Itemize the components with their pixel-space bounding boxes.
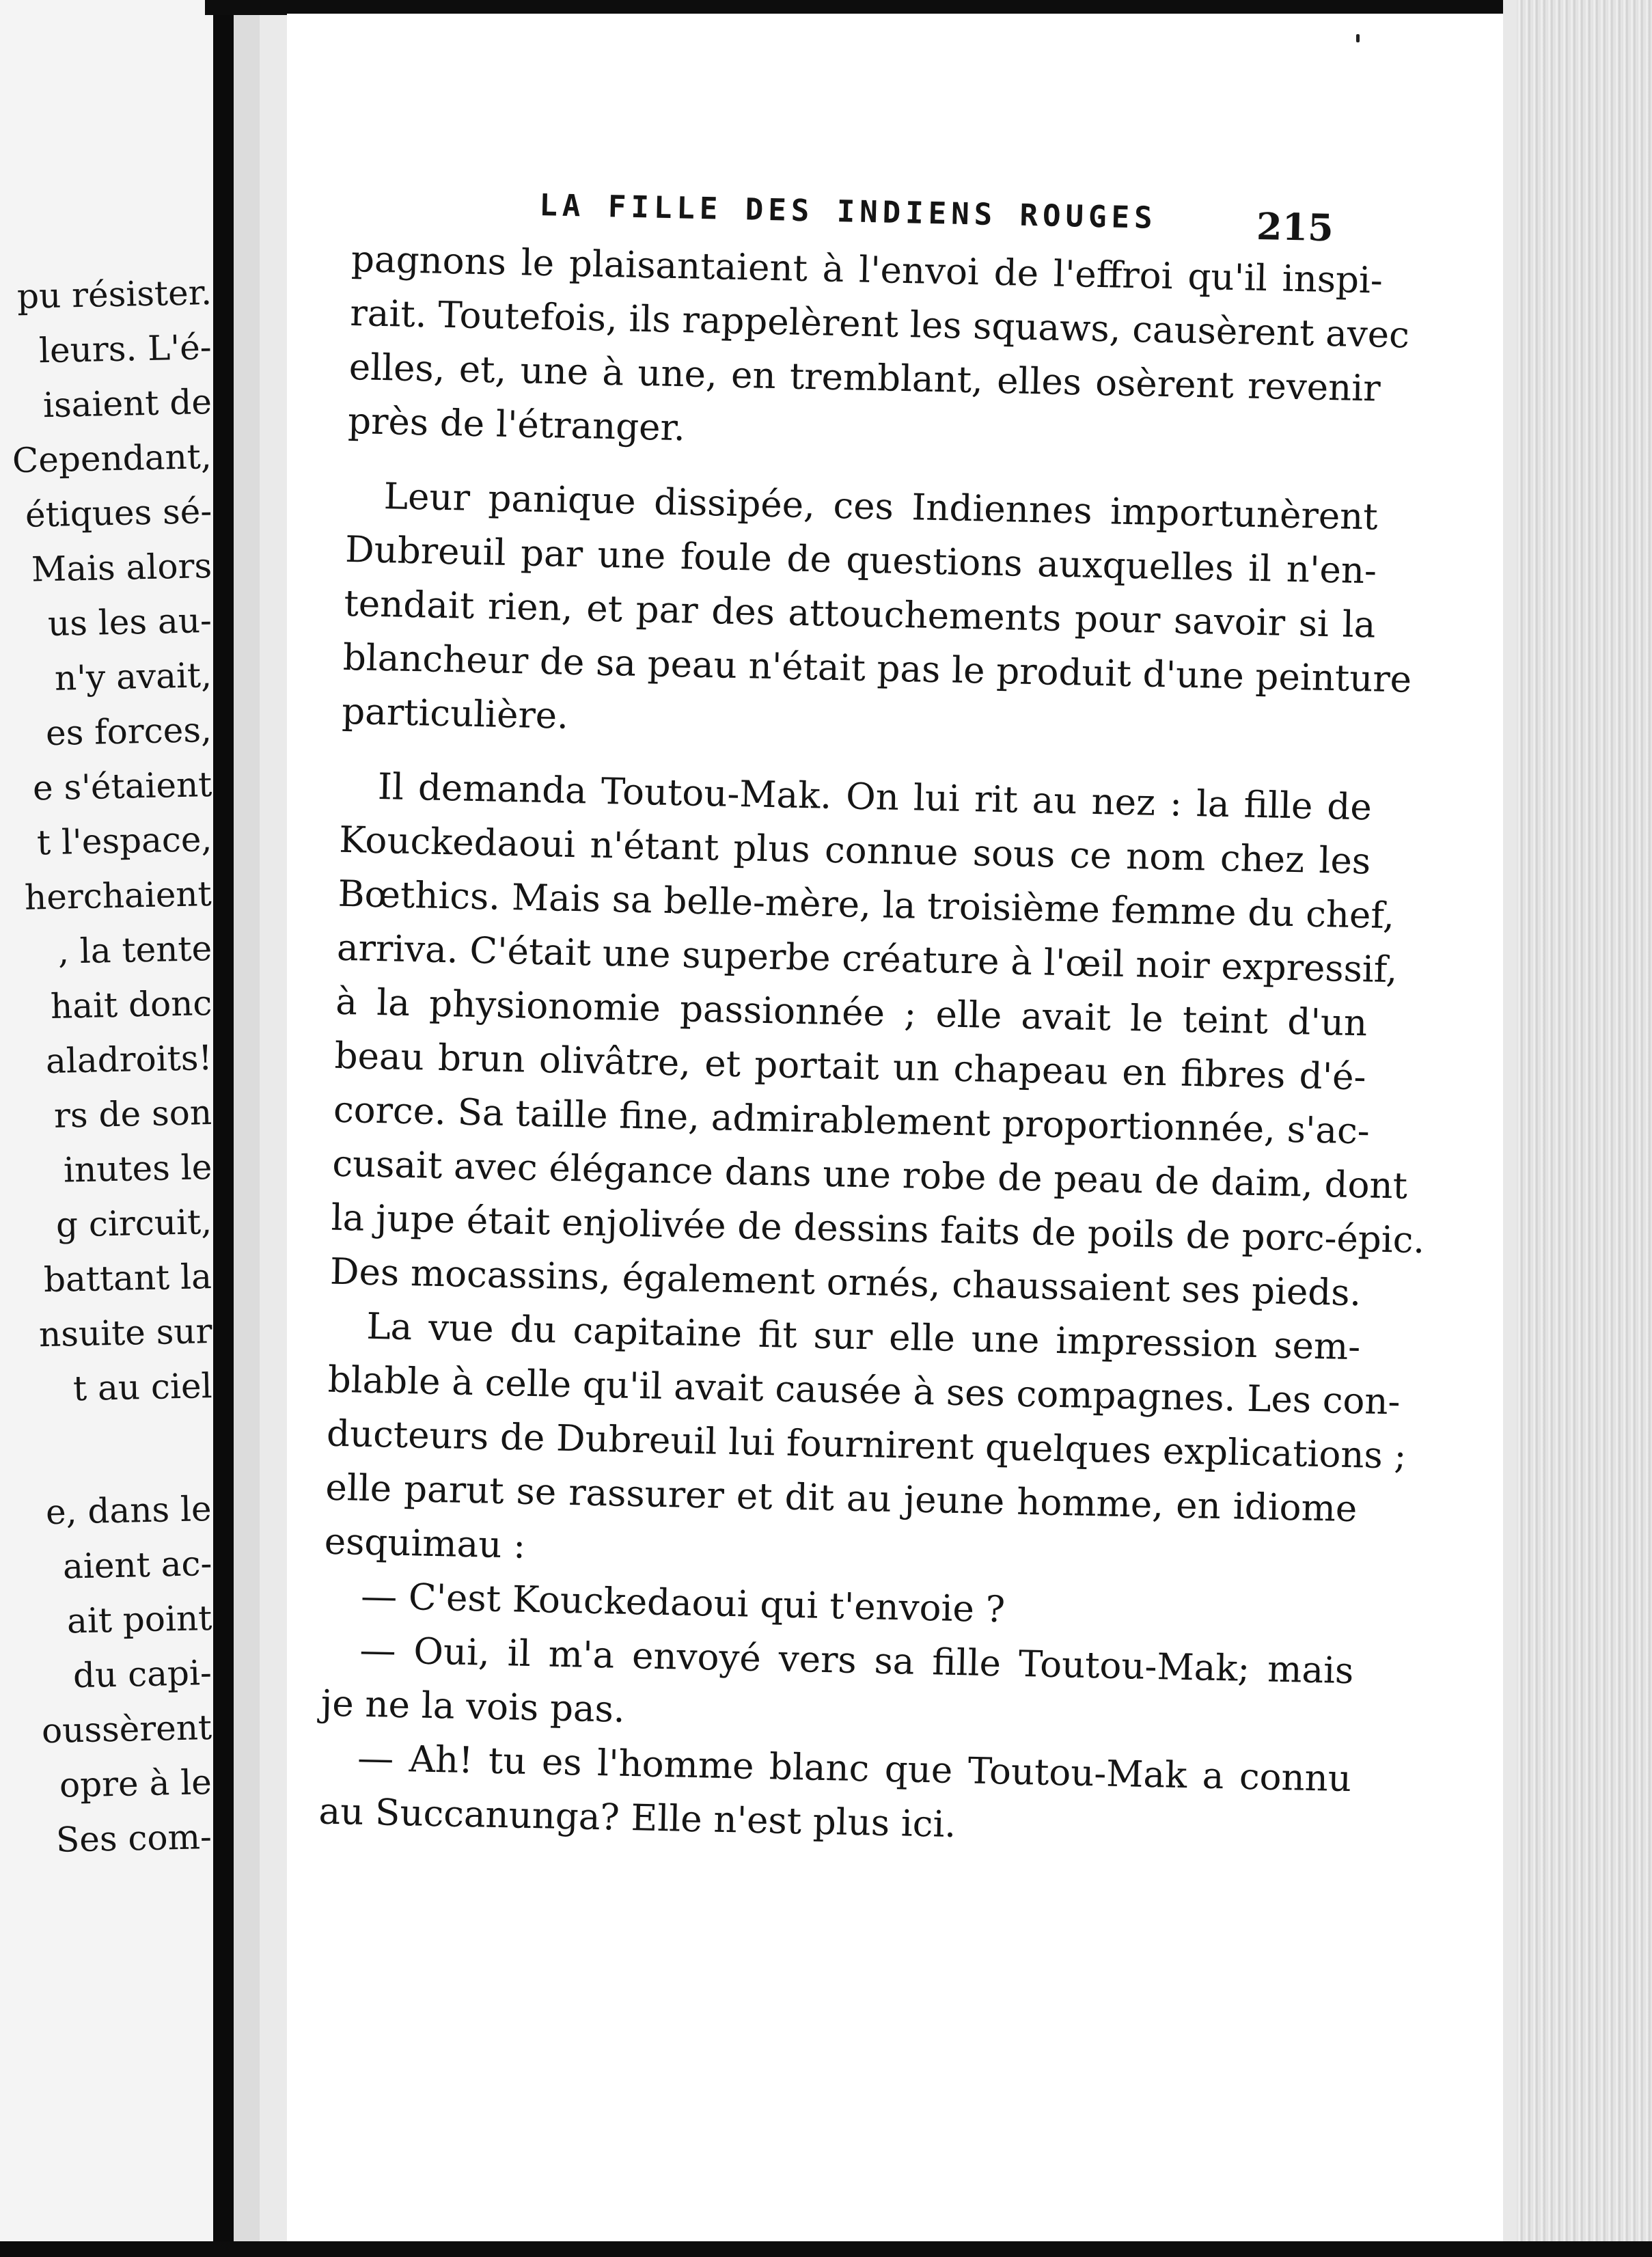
text-line: à la physionomie passionnée ; elle avait le teint d'un (335, 981, 1368, 1045)
left-page-line: e s'étaient (32, 765, 212, 808)
text-line: elle parut se rassurer et dit au jeune homme, en idiome (325, 1466, 1358, 1531)
left-facing-page (0, 0, 217, 2257)
text-line: arriva. C'était une superbe créature à l'œil noir expressif, (336, 927, 1398, 991)
ink-speck (1356, 34, 1360, 42)
text-line: au Succanunga? Elle n'est plus ici. (318, 1790, 956, 1846)
left-page-line: pu résister. (16, 273, 212, 316)
text-line: corce. Sa taille fine, admirablement proportionnée, s'ac- (333, 1089, 1371, 1153)
text-line: blable à celle qu'il avait causée à ses compagnes. Les con- (327, 1358, 1401, 1423)
left-page-line: nsuite sur (38, 1311, 212, 1355)
text-line: Bœthics. Mais sa belle-mère, la troisième femme du chef, (338, 873, 1395, 938)
left-page-line: t au ciel (72, 1366, 212, 1409)
page-number: 215 (1256, 204, 1334, 250)
text-line: la jupe était enjolivée de dessins faits de poils de porc-épic. (331, 1196, 1425, 1262)
right-page (287, 14, 1517, 2243)
text-line: blancheur de sa peau n'était pas le produit d'une peinture (342, 636, 1412, 701)
left-page-line: leurs. L'é- (38, 327, 212, 371)
left-page-line: inutes le (63, 1147, 212, 1190)
scan-top-border (205, 0, 1652, 15)
gutter-shadow (260, 0, 287, 2257)
left-page-line: e, dans le (45, 1489, 212, 1533)
left-page-line: n'y avait, (54, 655, 212, 698)
left-page-line: aladroits! (44, 1038, 212, 1082)
book-gutter (213, 0, 234, 2257)
left-page-line: du capi- (72, 1653, 212, 1696)
left-page-line: Ses com- (55, 1817, 212, 1860)
left-page-line: ait point (66, 1598, 212, 1641)
text-line: beau brun olivâtre, et portait un chapeau en fibres d'é- (334, 1035, 1367, 1099)
left-page-line: herchaient (24, 874, 212, 918)
left-page-line: rs de son (53, 1093, 212, 1136)
text-line: rait. Toutefois, ils rappelèrent les squaws, causèrent avec (349, 292, 1410, 357)
left-page-line: oussèrent (41, 1708, 212, 1751)
text-line: cusait avec élégance dans une robe de peau de daim, dont (331, 1143, 1408, 1207)
left-page-line: hait donc (50, 983, 212, 1026)
left-page-line: t l'espace, (36, 819, 212, 863)
left-page-line: étiques sé- (25, 491, 212, 535)
scan-bottom-border (0, 2241, 1652, 2257)
left-page-line: Cependant, (12, 437, 212, 481)
left-page-line: es forces, (45, 710, 212, 754)
stacked-page-edges (1517, 0, 1652, 2257)
text-line: tendait rien, et par des attouchements pour savoir si la (343, 582, 1376, 646)
text-line: pagnons le plaisantaient à l'envoi de l'effroi qu'il inspi- (350, 238, 1383, 302)
left-page-line: , la tente (57, 929, 212, 972)
running-title: LA FILLE DES INDIENS ROUGES (538, 188, 1158, 236)
left-page-line: g circuit, (55, 1202, 212, 1245)
running-head (538, 188, 1524, 250)
left-page-line: isaient de (42, 382, 212, 426)
left-page-line: aient ac- (62, 1544, 212, 1587)
left-page-line: battant la (43, 1257, 212, 1300)
text-line: La vue du capitaine fit sur elle une impression sem- (366, 1305, 1361, 1369)
text-line: Des mocassins, également ornés, chaussaient ses pieds. (329, 1250, 1362, 1315)
body-text (318, 232, 1425, 1860)
dialogue-line: — Ah! tu es l'homme blanc que Toutou-Mak a connu (357, 1737, 1352, 1801)
left-page-line: opre à le (59, 1762, 212, 1805)
left-page-line: Mais alors (31, 546, 212, 590)
text-line: Il demanda Toutou-Mak. On lui rit au nez : la fille de (377, 765, 1373, 829)
dialogue-line: — Oui, il m'a envoyé vers sa fille Toutou-Mak; mais (359, 1629, 1354, 1693)
text-line: près de l'étranger. (347, 400, 686, 450)
text-line: esquimau : (324, 1520, 526, 1567)
text-line: je ne la vois pas. (320, 1682, 626, 1731)
text-line: elles, et, une à une, en tremblant, elles osèrent revenir (348, 346, 1381, 410)
dialogue-line: — C'est Kouckedaoui qui t'envoie ? (360, 1575, 1006, 1631)
text-line: particulière. (341, 690, 569, 737)
left-page-line: us les au- (47, 601, 212, 644)
text-line: ducteurs de Dubreuil lui fournirent quelques explications ; (326, 1412, 1407, 1477)
text-line: Leur panique dissipée, ces Indiennes importunèrent (383, 476, 1379, 538)
text-line: Dubreuil par une foule de questions auxquelles il n'en- (344, 528, 1377, 592)
text-line: Kouckedaoui n'étant plus connue sous ce nom chez les (338, 819, 1371, 883)
